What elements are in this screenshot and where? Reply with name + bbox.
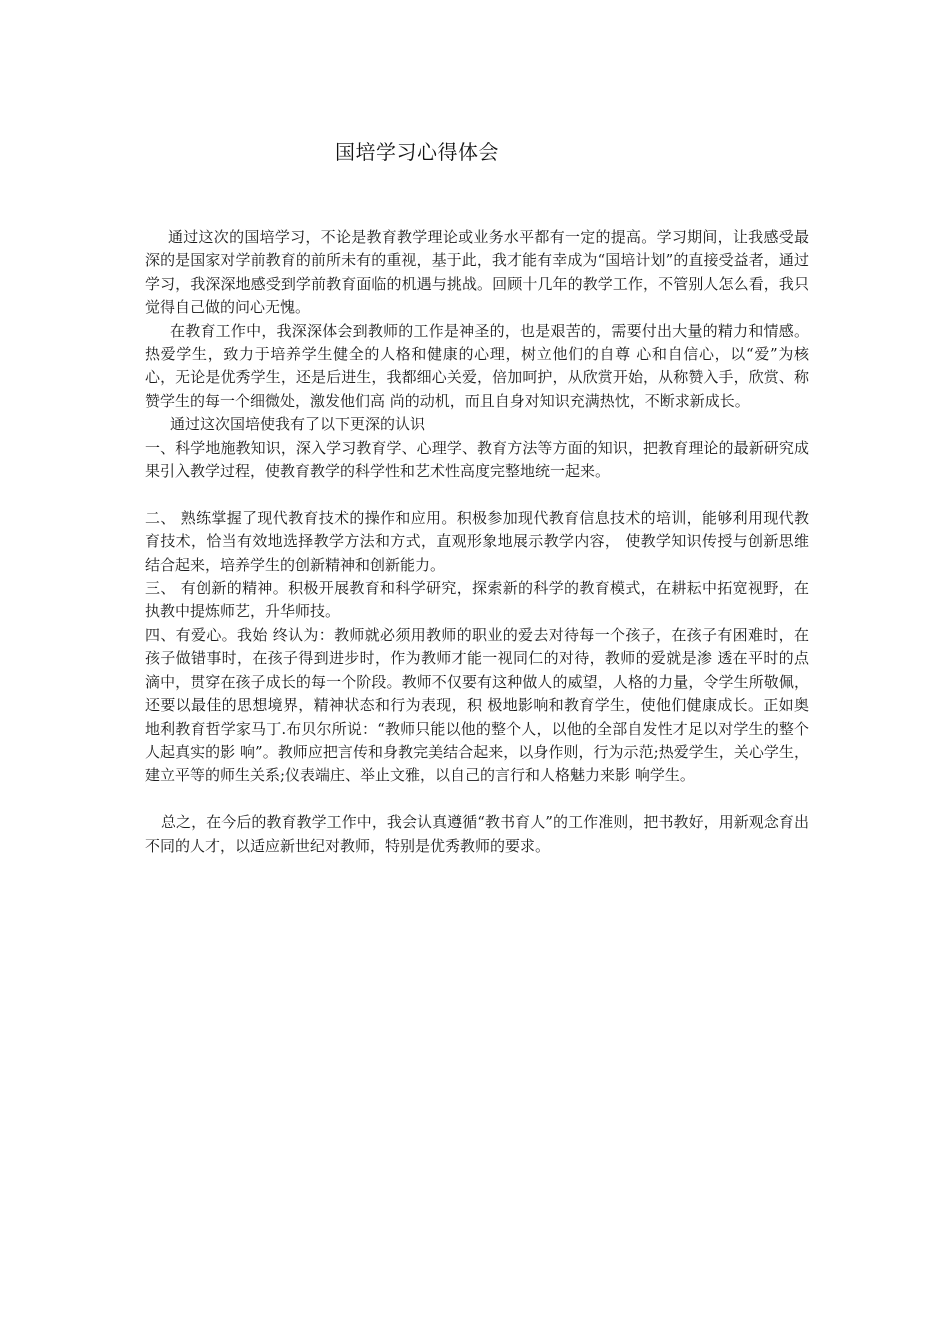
list-item-education-technology: 二、 熟练掌握了现代教育技术的操作和应用。积极参加现代教育信息技术的培训，能够利用现代教育技术，恰当有效地选择教学方法和方式，直观形象地展示教学内容， 使教学知识传授与创新思维结合起来，培养学生的创新精神和创新能力。 [145,508,809,574]
document-title: 国培学习心得体会 [335,140,499,164]
list-item-science-teaching: 一、科学地施教知识，深入学习教育学、心理学、教育方法等方面的知识，把教育理论的最新研究成果引入教学过程，使教育教学的科学性和艺术性高度完整地统一起来。 [145,438,809,481]
document-body [145,226,809,858]
paragraph-teaching-work: 在教育工作中，我深深体会到教师的工作是神圣的，也是艰苦的，需要付出大量的精力和情感。热爱学生，致力于培养学生健全的人格和健康的心理，树立他们的自尊 心和自信心，以“爱”为核心，无论是优秀学生，还是后进生，我都细心关爱，倍加呵护，从欣赏开始，从称赞入手，欣赏、称赞学生的每一个细微处，激发他们高 尚的动机，而且自身对知识充满热忱，不断求新成长。 [145,321,809,410]
paragraph-understanding-lead: 通过这次国培使我有了以下更深的认识 [170,415,426,434]
list-item-love: 四、有爱心。我始 终认为：教师就必须用教师的职业的爱去对待每一个孩子，在孩子有困难时，在孩子做错事时，在孩子得到进步时，作为教师才能一视同仁的对待，教师的爱就是渗 透在平时的点滴中，贯穿在孩子成长的每一个阶段。教师不仅要有这种做人的威望，人格的力量，令学生所敬佩，还要以最佳的思想境界，精神状态和行为表现，积 极地影响和教育学生，使他们健康成长。正如奥地利教育哲学家马丁.布贝尔所说：“教师只能以他的整个人，以他的全部自发性才足以对学生的整个人起真实的影 响”。教师应把言传和身教完美结合起来，以身作则，行为示范;热爱学生，关心学生，建立平等的师生关系;仪表端庄、举止文雅，以自己的言行和人格魅力来影 响学生。 [145,625,809,785]
paragraph-conclusion: 总之，在今后的教育教学工作中，我会认真遵循“教书育人”的工作准则，把书教好，用新观念育出不同的人才，以适应新世纪对教师，特别是优秀教师的要求。 [145,813,809,855]
list-item-innovation: 三、 有创新的精神。积极开展教育和科学研究，探索新的科学的教育模式，在耕耘中拓宽视野，在执教中提炼师艺，升华师技。 [145,579,809,621]
blank-line [145,788,809,811]
paragraph-intro: 通过这次的国培学习，不论是教育教学理论或业务水平都有一定的提高。学习期间，让我感受最深的是国家对学前教育的前所未有的重视，基于此，我才能有幸成为“国培计划”的直接受益者，通过学习，我深深地感受到学前教育面临的机遇与挑战。回顾十几年的教学工作，不管别人怎么看，我只觉得自己做的问心无愧。 [145,228,809,317]
blank-line [145,483,809,506]
